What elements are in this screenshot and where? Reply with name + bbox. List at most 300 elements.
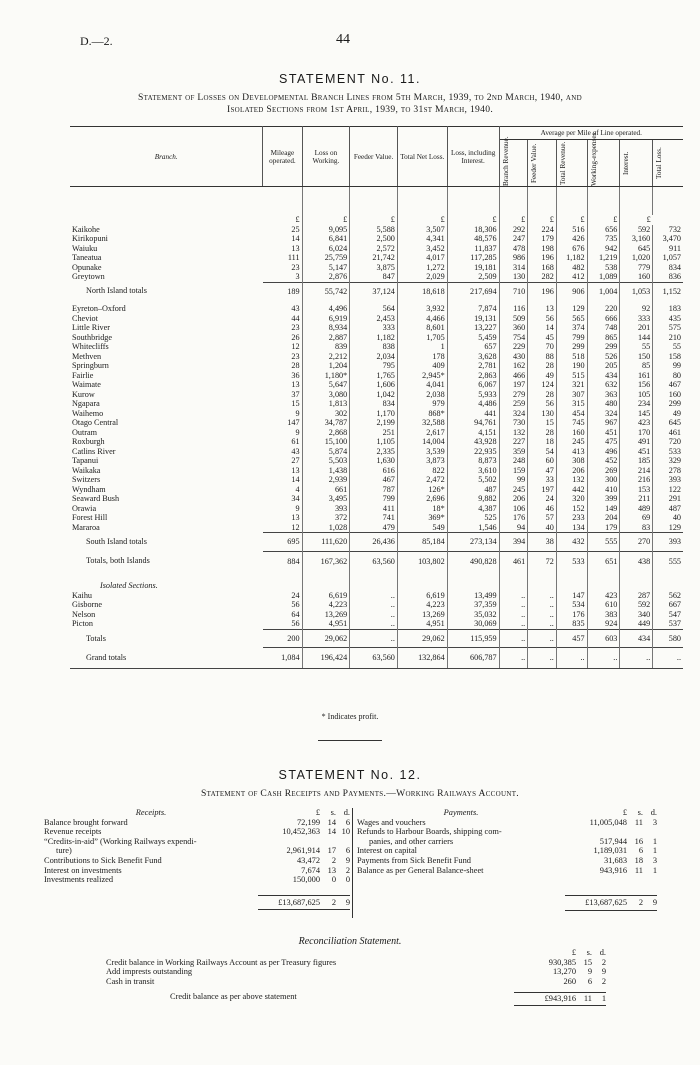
row-value: 491 xyxy=(620,437,653,447)
row-value: 49 xyxy=(672,408,681,418)
row-value: 170 xyxy=(620,428,653,438)
row-value: 4,151 xyxy=(447,428,499,438)
row-value: £ xyxy=(447,215,499,225)
row-value: 105 xyxy=(620,390,653,400)
row-value: 37 xyxy=(263,390,302,400)
row-value: 129 xyxy=(668,522,681,532)
row-value: 452 xyxy=(587,456,620,466)
row-value: £ xyxy=(499,215,528,225)
row-value: .. xyxy=(653,648,683,669)
ledger-label: ture) xyxy=(56,846,72,856)
row-value: 6,841 xyxy=(302,234,350,244)
ledger-label: Revenue receipts xyxy=(44,827,102,837)
ledger-amount: 6 xyxy=(345,817,350,827)
receipts-total-pence: 9 xyxy=(345,897,350,907)
row-value: 279 xyxy=(499,390,528,400)
ledger-amount: 6 xyxy=(345,846,350,856)
row-value: 547 xyxy=(668,609,681,619)
row-value: 14,004 xyxy=(397,437,447,447)
row-value: .. xyxy=(528,619,557,629)
table-row xyxy=(70,225,683,235)
row-value: 11,837 xyxy=(447,244,499,254)
row-value: 3,080 xyxy=(302,390,350,400)
row-value: 299 xyxy=(556,342,587,352)
row-value: 92 xyxy=(620,304,653,314)
row-value: 12 xyxy=(263,342,302,352)
row-value: 29,062 xyxy=(302,629,350,648)
row-value: 162 xyxy=(499,361,528,371)
payments-total-shillings: 2 xyxy=(638,898,643,908)
row-value: 394 xyxy=(499,533,528,552)
row-value: 592 xyxy=(620,600,653,610)
row-value: 838 xyxy=(350,342,398,352)
row-value: 150 xyxy=(620,352,653,362)
row-value: 610 xyxy=(587,600,620,610)
row-value: 206 xyxy=(556,466,587,476)
row-value: 537 xyxy=(668,619,681,628)
row-value: 287 xyxy=(620,591,653,601)
row-value: 487 xyxy=(447,485,499,495)
row-value: 299 xyxy=(668,399,681,408)
table-row xyxy=(70,399,683,409)
row-value: 467 xyxy=(350,475,398,485)
table-row xyxy=(70,409,683,419)
ledger-amount xyxy=(565,827,627,837)
row-value: 269 xyxy=(587,466,620,476)
losses-table xyxy=(70,126,683,669)
table-row xyxy=(70,323,683,333)
lsd-pence: d. xyxy=(343,808,350,817)
payments-heading: Payments. xyxy=(443,808,479,817)
spacer-row xyxy=(70,187,683,216)
row-label: Waimate xyxy=(72,380,101,389)
row-value: 434 xyxy=(587,371,620,381)
table-row xyxy=(70,304,683,314)
row-label: Kirikopuni xyxy=(72,234,108,243)
col-branch-revenue: Branch Revenue. xyxy=(501,136,510,186)
row-value: 661 xyxy=(302,485,350,495)
ledger-amount: 72,199 xyxy=(296,817,320,827)
row-value: 251 xyxy=(350,428,398,438)
row-value: 399 xyxy=(587,494,620,504)
row-value: £ xyxy=(350,215,398,225)
reconciliation-total-pence: 1 xyxy=(601,994,606,1004)
ledger-amount xyxy=(627,827,643,837)
row-value: .. xyxy=(528,629,557,648)
row-value: 5,147 xyxy=(302,263,350,273)
row-value: 302 xyxy=(302,409,350,419)
ledger-amount: 6 xyxy=(638,846,643,856)
ledger-amount xyxy=(320,837,336,847)
table-row xyxy=(70,494,683,504)
row-value: 29,062 xyxy=(397,629,447,648)
ledger-label: Add imprests outstanding xyxy=(106,967,193,977)
row-value: 1,606 xyxy=(350,380,398,390)
row-value: 214 xyxy=(620,466,653,476)
row-value: 606,787 xyxy=(447,648,499,669)
row-value: 233 xyxy=(556,513,587,523)
row-value: 43,928 xyxy=(447,437,499,447)
row-value: 657 xyxy=(447,342,499,352)
row-value: 88 xyxy=(528,352,557,362)
row-value: 24 xyxy=(263,591,302,601)
row-value: 359 xyxy=(499,447,528,457)
row-value: .. xyxy=(350,600,398,610)
row-value: £ xyxy=(528,215,557,225)
row-value: 23 xyxy=(263,323,302,333)
ledger-label: Payments from Sick Benefit Fund xyxy=(357,855,471,865)
table-row xyxy=(70,475,683,485)
row-value: 533 xyxy=(668,446,681,456)
row-value: 360 xyxy=(499,323,528,333)
row-value: 15 xyxy=(263,399,302,409)
row-label: Eyreton–Oxford xyxy=(72,304,126,313)
row-value: 56 xyxy=(528,399,557,409)
row-value: 28 xyxy=(528,390,557,400)
row-value: 1,170 xyxy=(350,409,398,419)
table-row xyxy=(70,610,683,620)
row-value: 308 xyxy=(556,456,587,466)
row-value: 3,875 xyxy=(350,263,398,273)
row-value: 518 xyxy=(556,352,587,362)
ledger-amount: 14 xyxy=(327,817,336,827)
row-label: Kurow xyxy=(72,389,95,399)
row-value: 156 xyxy=(620,380,653,390)
row-value: 99 xyxy=(672,361,681,370)
row-value: 799 xyxy=(556,333,587,343)
row-value: 69 xyxy=(620,513,653,523)
row-value: 461 xyxy=(499,551,528,571)
row-value: 5,933 xyxy=(447,390,499,400)
row-value: 15,100 xyxy=(302,437,350,447)
row-value: .. xyxy=(528,648,557,669)
ledger-amount: 150,000 xyxy=(292,875,320,885)
row-value: 423 xyxy=(587,591,620,601)
ledger-amount: 9 xyxy=(587,967,592,977)
row-value: 1,813 xyxy=(302,399,350,409)
row-value: 33 xyxy=(528,475,557,485)
payments-total-pence: 9 xyxy=(652,898,657,908)
row-value: 1,004 xyxy=(587,282,620,300)
row-value: 467 xyxy=(668,380,681,389)
table-row xyxy=(70,263,683,273)
row-value: 4,223 xyxy=(302,600,350,610)
lsd-shilling: s. xyxy=(330,808,336,817)
row-value: 147 xyxy=(263,418,302,428)
row-value: 55,742 xyxy=(302,282,350,300)
row-value: .. xyxy=(499,591,528,601)
row-label: Springburn xyxy=(72,361,109,370)
row-value: 676 xyxy=(556,244,587,254)
row-value: .. xyxy=(499,600,528,610)
row-value: 1,204 xyxy=(302,361,350,371)
row-label: Whitecliffs xyxy=(72,342,109,351)
row-value: 3,495 xyxy=(302,494,350,504)
both-islands-totals xyxy=(70,551,683,571)
row-value: 865 xyxy=(587,333,620,343)
row-value: 836 xyxy=(668,272,681,281)
row-value: 924 xyxy=(587,619,620,629)
row-label: Picton xyxy=(72,619,93,629)
row-value: 111 xyxy=(263,253,302,263)
row-value: 315 xyxy=(556,399,587,409)
row-label: Waiuku xyxy=(72,243,98,253)
row-value: 161 xyxy=(620,371,653,381)
row-label: Cheviot xyxy=(72,313,98,323)
row-value: 1,438 xyxy=(302,466,350,476)
row-value: 451 xyxy=(620,447,653,457)
row-value: 603 xyxy=(587,629,620,648)
row-value: 159 xyxy=(499,466,528,476)
row-value: 245 xyxy=(499,485,528,495)
grand-totals xyxy=(70,648,683,669)
row-value: 645 xyxy=(620,244,653,254)
row-value: .. xyxy=(350,610,398,620)
row-value: 57 xyxy=(528,513,557,523)
row-value: 196 xyxy=(528,253,557,263)
ledger-amount: 3 xyxy=(652,817,657,827)
row-value: 122 xyxy=(668,484,681,494)
row-value: .. xyxy=(528,591,557,601)
table-row xyxy=(70,437,683,447)
row-value: 555 xyxy=(587,533,620,552)
divider xyxy=(318,740,382,741)
table-row xyxy=(70,333,683,343)
row-value: 490,828 xyxy=(447,551,499,571)
row-value: 410 xyxy=(587,485,620,495)
row-value: 37,124 xyxy=(350,282,398,300)
row-value: 196 xyxy=(528,282,557,300)
row-value: 18,306 xyxy=(447,225,499,235)
row-label: Totals, both Islands xyxy=(86,556,150,566)
col-branch: Branch. xyxy=(70,127,263,187)
row-value: 176 xyxy=(499,513,528,523)
lsd-shilling: s. xyxy=(586,948,592,957)
row-value: 374 xyxy=(556,323,587,333)
row-value: 3,610 xyxy=(447,466,499,476)
table-row xyxy=(70,456,683,466)
row-value: 2,472 xyxy=(397,475,447,485)
table-row xyxy=(70,361,683,371)
table-row xyxy=(70,234,683,244)
row-label: Seaward Bush xyxy=(72,494,120,503)
row-value: 160 xyxy=(668,389,681,399)
row-value: .. xyxy=(350,629,398,648)
ledger-amount: 1 xyxy=(652,836,657,846)
row-value: 1,057 xyxy=(662,253,681,262)
row-value: 30,069 xyxy=(447,619,499,629)
row-label: Tapanui xyxy=(72,456,99,465)
row-value: 13,227 xyxy=(447,323,499,333)
ledger-amount: 16 xyxy=(634,836,643,846)
ledger-row xyxy=(44,837,350,847)
row-value: 259 xyxy=(499,399,528,409)
ledger-amount: 17 xyxy=(327,846,336,856)
ledger-amount: 11 xyxy=(634,817,643,827)
row-value: 56 xyxy=(263,600,302,610)
row-value: 224 xyxy=(528,225,557,235)
isolated-sections-heading: Isolated Sections. xyxy=(100,581,158,590)
row-value: 23 xyxy=(263,352,302,362)
row-label: Outram xyxy=(72,427,98,437)
ledger-row xyxy=(106,977,606,987)
ledger-label: Credit balance in Working Railways Account as per Treasury figures xyxy=(106,957,337,967)
ledger-label: Contributions to Sick Benefit Fund xyxy=(44,855,162,865)
row-value: 9 xyxy=(263,409,302,419)
row-value: 5,588 xyxy=(350,225,398,235)
ledger-row xyxy=(44,827,350,837)
row-value: £ xyxy=(556,215,587,225)
row-value: 167,362 xyxy=(302,551,350,571)
row-value: 106 xyxy=(499,504,528,514)
lsd-pence: d. xyxy=(599,948,606,957)
row-value: .. xyxy=(587,648,620,669)
row-value: 229 xyxy=(499,342,528,352)
row-value: 3,873 xyxy=(397,456,447,466)
row-value: 9,882 xyxy=(447,494,499,504)
ledger-amount: 13 xyxy=(327,865,336,875)
table-row xyxy=(70,314,683,324)
row-value: 4,017 xyxy=(397,253,447,263)
row-value: 80 xyxy=(672,370,681,380)
row-value: 799 xyxy=(350,494,398,504)
row-value: 23 xyxy=(263,263,302,273)
row-value: 14 xyxy=(263,475,302,485)
row-value: 19,131 xyxy=(447,314,499,324)
ledger-row xyxy=(44,866,350,876)
row-value: 94 xyxy=(499,523,528,533)
row-value: 21,742 xyxy=(350,253,398,263)
row-value: 291 xyxy=(668,494,681,503)
row-value: 986 xyxy=(499,253,528,263)
row-value: 63,560 xyxy=(350,551,398,571)
row-label xyxy=(70,215,263,225)
row-value: 383 xyxy=(587,610,620,620)
row-value: 4,951 xyxy=(302,619,350,629)
row-value: 393 xyxy=(668,475,681,484)
row-value: 134 xyxy=(556,523,587,533)
row-value: 516 xyxy=(556,225,587,235)
row-value: 201 xyxy=(620,323,653,333)
row-value: 451 xyxy=(587,428,620,438)
row-value: 1,084 xyxy=(263,648,302,669)
row-value: 423 xyxy=(620,418,653,428)
ledger-amount: 2 xyxy=(331,855,336,865)
row-value: 24 xyxy=(528,494,557,504)
row-value: .. xyxy=(528,600,557,610)
row-value: 200 xyxy=(263,629,302,648)
row-value: 37,359 xyxy=(447,600,499,610)
row-value: 1,089 xyxy=(587,272,620,282)
row-label: Greytown xyxy=(72,272,105,282)
row-value: 15 xyxy=(528,418,557,428)
row-value: 152 xyxy=(556,504,587,514)
row-value: 482 xyxy=(556,263,587,273)
ledger-label: Wages and vouchers xyxy=(357,817,426,827)
row-value: 190 xyxy=(556,361,587,371)
row-value: 60 xyxy=(528,456,557,466)
row-value: .. xyxy=(556,648,587,669)
table-row xyxy=(70,485,683,495)
row-label: Little River xyxy=(72,323,110,332)
ledger-amount xyxy=(336,837,350,847)
row-value: 2,696 xyxy=(397,494,447,504)
row-value: 55 xyxy=(672,342,681,351)
row-value: 3,470 xyxy=(662,234,681,243)
row-value: 847 xyxy=(350,272,398,282)
statement-11-subtitle-2: Isolated Sections from 1st April, 1939, to 31st March, 1940. xyxy=(226,104,494,115)
row-value: 363 xyxy=(587,390,620,400)
isolated-totals xyxy=(70,629,683,648)
row-value: 5,647 xyxy=(302,380,350,390)
statement-11-title: STATEMENT No. 11. xyxy=(279,72,421,86)
reconciliation-heading: Reconciliation Statement. xyxy=(298,936,402,947)
row-value: 18,618 xyxy=(397,282,447,300)
ledger-row xyxy=(357,856,657,866)
row-value: 4,951 xyxy=(397,619,447,629)
ledger-amount: 11,005,048 xyxy=(589,817,627,827)
row-label: Gisborne xyxy=(72,600,103,609)
row-value: 132 xyxy=(556,475,587,485)
row-value: 868* xyxy=(397,409,447,419)
row-value: 834 xyxy=(668,262,681,272)
row-value: 741 xyxy=(350,513,398,523)
row-value: 2,199 xyxy=(350,418,398,428)
row-value: 64 xyxy=(263,610,302,620)
row-value: 14 xyxy=(528,323,557,333)
row-value: 1,182 xyxy=(350,333,398,343)
row-value: 55 xyxy=(620,342,653,352)
row-value: 411 xyxy=(350,504,398,514)
table-row xyxy=(70,342,683,352)
row-value: 967 xyxy=(587,418,620,428)
table-row xyxy=(70,504,683,514)
row-label: Otago Central xyxy=(72,418,119,427)
row-value: 732 xyxy=(668,224,681,234)
row-value: 9,095 xyxy=(302,225,350,235)
row-value: 149 xyxy=(587,504,620,514)
row-value: 2,887 xyxy=(302,333,350,343)
row-value: .. xyxy=(528,610,557,620)
row-value: 645 xyxy=(668,418,681,427)
row-value: 1,180* xyxy=(302,371,350,381)
row-value: 329 xyxy=(668,456,681,465)
row-label: Taneatua xyxy=(72,253,102,262)
lsd-pound: £ xyxy=(571,948,576,957)
row-value: 2,863 xyxy=(447,371,499,381)
row-value: 5,503 xyxy=(302,456,350,466)
ledger-amount: 517,944 xyxy=(599,836,627,846)
row-value: 28 xyxy=(528,361,557,371)
row-value: 538 xyxy=(587,263,620,273)
reconciliation-total-pounds: £943,916 xyxy=(544,994,576,1004)
row-value: 525 xyxy=(447,513,499,523)
row-value: 412 xyxy=(556,272,587,282)
row-label: Roxburgh xyxy=(72,437,105,446)
ledger-amount: 3 xyxy=(652,855,657,865)
row-value: 49 xyxy=(528,371,557,381)
row-value: £ xyxy=(302,215,350,225)
row-value: 27 xyxy=(263,456,302,466)
row-value: 321 xyxy=(556,380,587,390)
row-value: 211 xyxy=(620,494,653,504)
row-value: 124 xyxy=(528,380,557,390)
row-value: 43 xyxy=(263,447,302,457)
row-value: 25,759 xyxy=(302,253,350,263)
row-value: 13,269 xyxy=(397,610,447,620)
row-value: 48,576 xyxy=(447,234,499,244)
row-value: 562 xyxy=(668,590,681,600)
